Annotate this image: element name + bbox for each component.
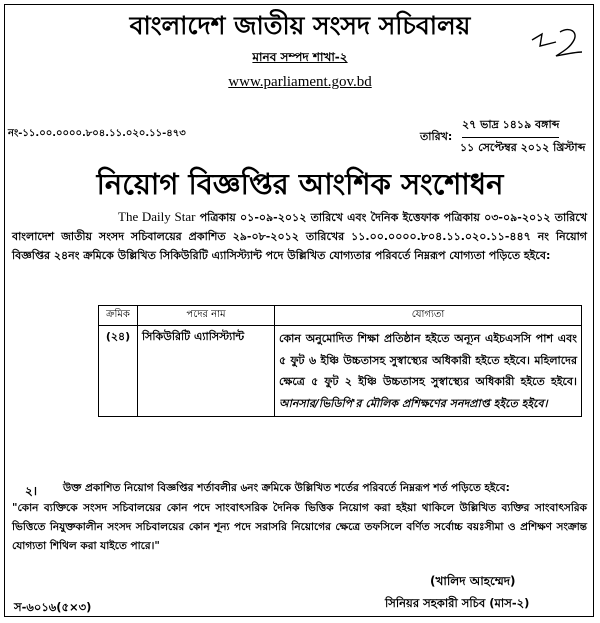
website-link[interactable]: www.parliament.gov.bd [228,74,372,90]
table-row [99,326,582,417]
signatory-designation: সিনিয়র সহকারী সচিব (মাস-২) [385,596,530,610]
date-label: তারিখ: [420,130,453,143]
paragraph-number: ২। [25,484,38,498]
condition-first-line: উক্ত প্রকাশিত নিয়োগ বিজ্ঞপ্তির শর্তাবলীর ৬নং ক্রমিকে উল্লিখিত শর্তের পরিবর্তে নিম্নরূপ শর্ত পড়িতে হইবে: [63,482,510,494]
col-post: পদের নাম [138,306,275,326]
row-qualification: কোন অনুমোদিত শিক্ষা প্রতিষ্ঠান হইতে অন্যূন এইচএসসি পাশ এবং ৫ ফুট ৬ ইঞ্চি উচ্চতাসহ সুস্বাস্থ্যের অধিকারী হইতে হইবে। মহিলাদের ক্ষেত্রে ৫ ফুট ২ ইঞ্চি উচ্চতাসহ সুস্বাস্থ্যের অধিকারী হইতে হইবে। আনসার/ভিডিপি'র মৌলিক প্রশিক্ষণের সনদপ্রাপ্ত হইতে হইবে। [275,326,582,417]
row-post: সিকিউরিটি এ্যাসিস্ট্যান্ট [138,326,275,417]
memo-number: নং-১১.০০.০০০০.৮০৪.১১.০২০.১১-৪৭৩ [8,128,186,139]
row-serial: (২৪) [99,326,138,417]
intro-paragraph [12,207,587,265]
col-qualification: যোগ্যতা [275,306,582,326]
advertisement-code: স-৬০১৬(৫×৩) [14,600,92,614]
qualification-table [98,305,582,417]
col-serial: ক্রমিক [99,306,138,326]
office-title: বাংলাদেশ জাতীয় সংসদ সচিবালয় [129,11,471,40]
date-bangla: ২৭ ভাদ্র ১৪১৯ বঙ্গাব্দ [462,116,559,138]
handwritten-mark-icon [526,22,586,66]
newspaper-name: The Daily Star [118,209,196,224]
notice-headline: নিয়োগ বিজ্ঞপ্তির আংশিক সংশোধন [96,167,504,201]
table-header-row [99,306,582,326]
qualification-extra: আনসার/ভিডিপি'র মৌলিক প্রশিক্ষণের সনদপ্রাপ্ত হইতে হইবে। [279,396,548,410]
intro-text: পত্রিকায় ০১-০৯-২০১২ তারিখে এবং দৈনিক ইত্তেফাক পত্রিকায় ০৩-০৯-২০১২ তারিখে বাংলাদেশ জাতীয় সংসদ সচিবালয়ের প্রকাশিত ২৯-০৮-২০১২ তারিখের ১১.০০.০০০০.৮০৪.১১.০২০.১১-৪৪৭ নং নিয়োগ বিজ্ঞপ্তির ২৪নং ক্রমিকে উল্লিখিত সিকিউরিটি এ্যাসিস্ট্যান্ট পদে উল্লিখিত যোগ্যতার পরিবর্তে নিম্নরূপ যোগ্যতা পড়িতে হইবে: [12,211,587,262]
signatory-name: (খালিদ আহম্মেদ) [430,574,516,588]
condition-text: "কোন ব্যক্তিকে সংসদ সচিবালয়ের কোন পদে সাংবাৎসরিক দৈনিক ভিত্তিক নিয়োগ করা হইয়া থাকিলে উল্লিখিত ব্যক্তির সাংবাৎসরিক ভিত্তিতে নিযুক্তকালীন সংসদ সচিবালয়ের কোন শূন্য পদে সরাসরি নিয়োগের ক্ষেত্রে তফসিলে বর্ণিত সর্বোচ্চ বয়ঃসীমা ও প্রশিক্ষণ সংক্রান্ত যোগ্যতা শিথিল করা যাইতে পারে।" [12,502,587,552]
branch-name: মানব সম্পদ শাখা-২ [252,50,348,64]
date-english: ১১ সেপ্টেম্বর ২০১২ খ্রিস্টাব্দ [460,141,586,154]
